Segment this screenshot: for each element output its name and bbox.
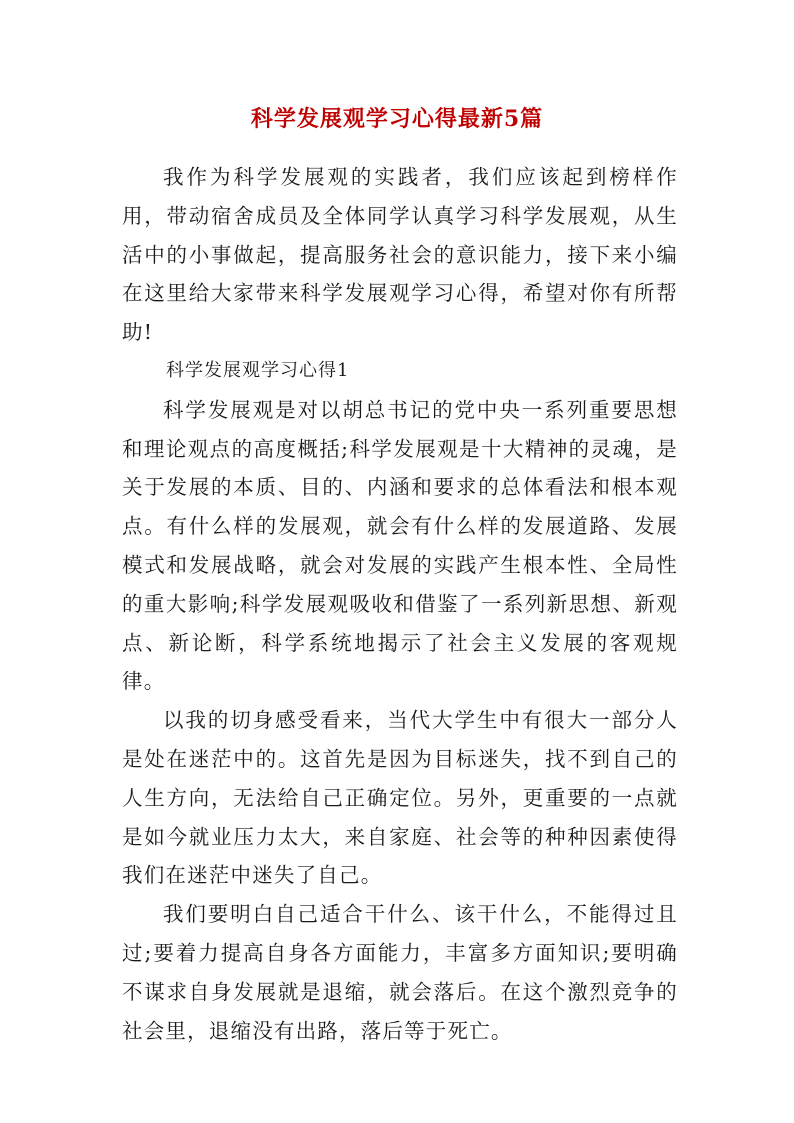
body-paragraph-1: 科学发展观是对以胡总书记的党中央一系列重要思想和理论观点的高度概括;科学发展观是十大精神的灵魂，是关于发展的本质、目的、内涵和要求的总体看法和根本观点。有什么样的发展观，就会有什么样的发展道路、发展模式和发展战略，就会对发展的实践产生根本性、全局性的重大影响;科学发展观吸收和借鉴了一系列新思想、新观点、新论断，科学系统地揭示了社会主义发展的客观规律。 (122, 397, 678, 694)
body-paragraph-3: 我们要明白自己适合干什么、该干什么，不能得过且过;要着力提高自身各方面能力，丰富多方面知识;要明确不谋求自身发展就是退缩，就会落后。在这个激烈竞争的社会里，退缩没有出路，落后等于死亡。 (122, 902, 678, 1043)
section-heading: 科学发展观学习心得1 (166, 359, 350, 381)
body-paragraph-2: 以我的切身感受看来，当代大学生中有很大一部分人是处在迷茫中的。这首先是因为目标迷失，找不到自己的人生方向，无法给自己正确定位。另外，更重要的一点就是如今就业压力太大，来自家庭、社会等的种种因素使得我们在迷茫中迷失了自己。 (122, 708, 678, 888)
document-body (122, 158, 678, 1050)
document-title: 科学发展观学习心得最新5篇 (250, 106, 544, 132)
intro-paragraph: 我作为科学发展观的实践者，我们应该起到榜样作用，带动宿舍成员及全体同学认真学习科学发展观，从生活中的小事做起，提高服务社会的意识能力，接下来小编在这里给大家带来科学发展观学习心得，希望对你有所帮助! (122, 165, 678, 345)
